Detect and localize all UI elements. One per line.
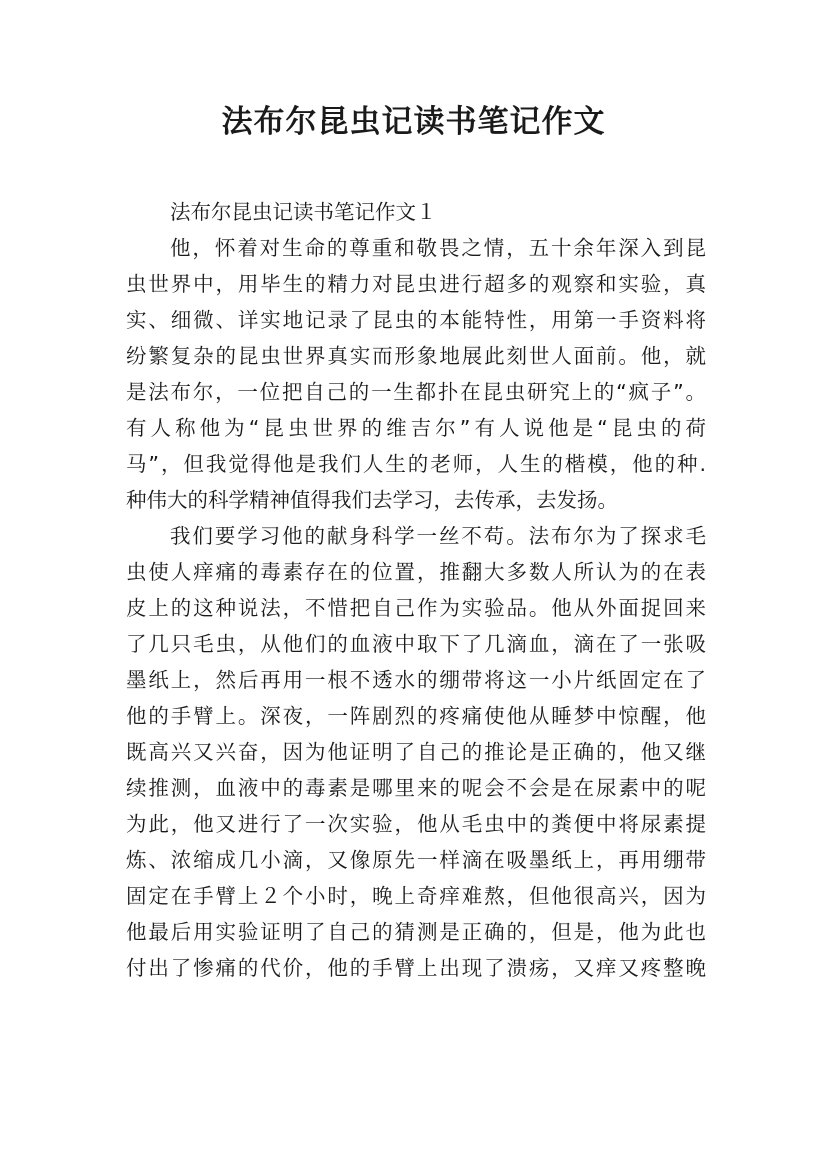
- paragraph-line: 炼、浓缩成几小滴，又像原先一样滴在吸墨纸上，再用绷带: [126, 848, 706, 872]
- paragraph-line: 付出了惨痛的代价，他的手臂上出现了溃疡，又痒又疼整晚: [126, 956, 706, 980]
- paragraph-line: 纷繁复杂的昆虫世界真实而形象地展此刻世人面前。他，就: [126, 344, 706, 368]
- paragraph-line: 有人称他为“昆虫世界的维吉尔”有人说他是“昆虫的荷: [126, 416, 706, 440]
- paragraph-line: 他的手臂上。深夜，一阵剧烈的疼痛使他从睡梦中惊醒，他: [126, 704, 706, 728]
- paragraph-line: 固定在手臂上２个小时，晚上奇痒难熬，但他很高兴，因为: [126, 884, 706, 908]
- paragraph-line: 既高兴又兴奋，因为他证明了自己的推论是正确的，他又继: [126, 740, 706, 764]
- paragraph-line: 是法布尔，一位把自己的一生都扑在昆虫研究上的“疯子”。: [126, 380, 706, 404]
- paragraph-line: 我们要学习他的献身科学一丝不苟。法布尔为了探求毛: [170, 524, 706, 548]
- paragraph-line: 虫使人痒痛的毒素存在的位置，推翻大多数人所认为的在表: [126, 560, 706, 584]
- section-heading: 法布尔昆虫记读书笔记作文１: [170, 200, 437, 224]
- paragraph-line: 种伟大的科学精神值得我们去学习，去传承，去发扬。: [126, 488, 618, 512]
- paragraph-line: 马”，但我觉得他是我们人生的老师，人生的楷模，他的种.: [126, 452, 706, 476]
- paragraph-line: 虫世界中，用毕生的精力对昆虫进行超多的观察和实验，真: [126, 272, 706, 296]
- paragraph-line: 墨纸上，然后再用一根不透水的绷带将这一小片纸固定在了: [126, 668, 706, 692]
- paragraph-line: 实、细微、详实地记录了昆虫的本能特性，用第一手资料将: [126, 308, 706, 332]
- paragraph-line: 他，怀着对生命的尊重和敬畏之情，五十余年深入到昆: [170, 236, 706, 260]
- paragraph-line: 续推测，血液中的毒素是哪里来的呢会不会是在尿素中的呢: [126, 776, 706, 800]
- document-title: 法布尔昆虫记读书笔记作文: [221, 104, 606, 140]
- paragraph-line: 他最后用实验证明了自己的猜测是正确的，但是，他为此也: [126, 920, 706, 944]
- paragraph-line: 为此，他又进行了一次实验，他从毛虫中的粪便中将尿素提: [126, 812, 706, 836]
- paragraph-line: 了几只毛虫，从他们的血液中取下了几滴血，滴在了一张吸: [126, 632, 706, 656]
- paragraph-line: 皮上的这种说法，不惜把自己作为实验品。他从外面捉回来: [126, 596, 706, 620]
